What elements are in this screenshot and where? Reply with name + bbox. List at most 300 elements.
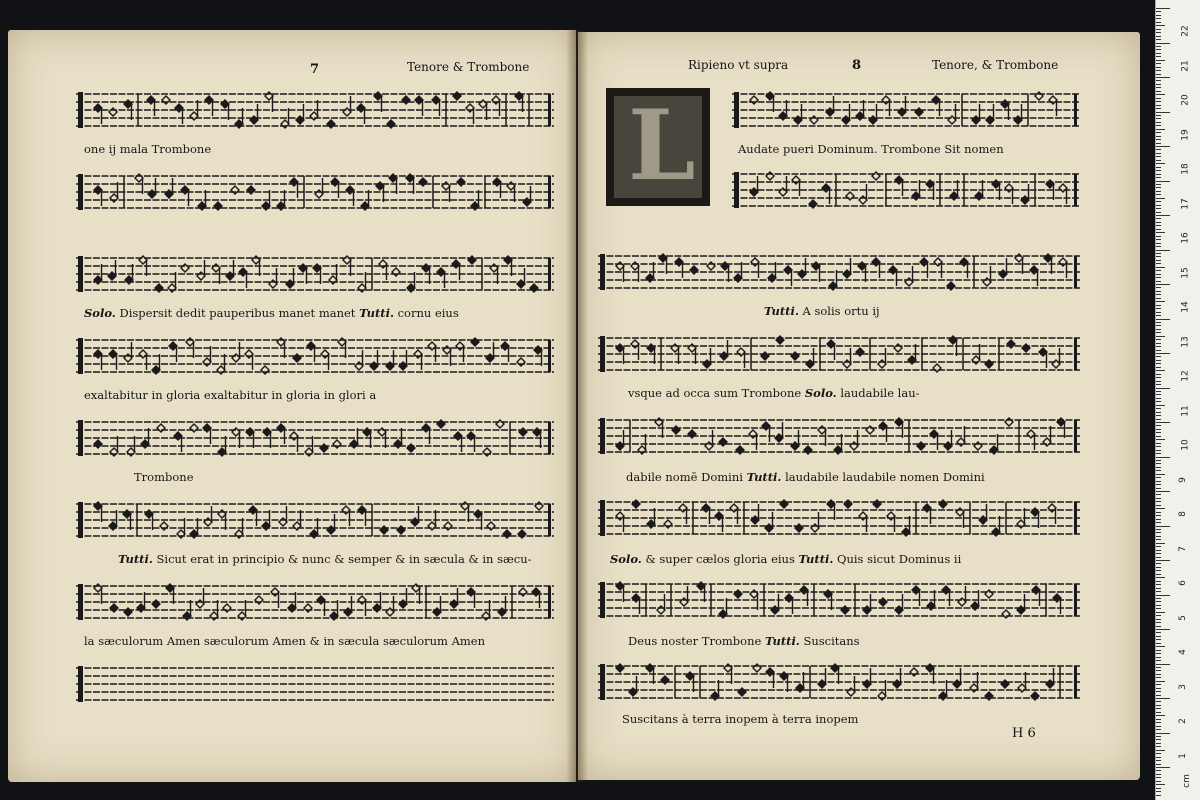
ruler-tick xyxy=(1156,332,1161,333)
ruler-tick xyxy=(1156,360,1161,361)
ruler-tick xyxy=(1156,405,1165,406)
book-gutter xyxy=(566,30,588,782)
ruler-tick xyxy=(1156,667,1161,668)
ruler-tick xyxy=(1156,463,1161,464)
ruler-tick xyxy=(1156,43,1170,44)
ruler-tick xyxy=(1156,391,1161,392)
lyric-line: Trombone xyxy=(134,470,194,484)
ruler-tick xyxy=(1156,494,1161,495)
ruler-tick xyxy=(1156,246,1161,247)
ruler-tick xyxy=(1156,108,1161,109)
ruler-label: 22 xyxy=(1180,25,1191,37)
ruler-tick xyxy=(1156,660,1161,661)
ruler-tick xyxy=(1156,446,1161,447)
music-staff xyxy=(76,498,554,542)
ruler-tick xyxy=(1156,53,1161,54)
ruler-tick xyxy=(1156,432,1161,433)
ruler-tick xyxy=(1156,601,1161,602)
ruler-tick xyxy=(1156,701,1161,702)
ruler-tick xyxy=(1156,215,1170,216)
note-head xyxy=(315,190,323,198)
ruler-tick xyxy=(1156,319,1170,320)
note-head xyxy=(387,120,395,128)
ruler-tick xyxy=(1156,546,1161,547)
ruler-tick xyxy=(1156,167,1161,168)
ruler-tick xyxy=(1156,653,1161,654)
ruler-tick xyxy=(1156,477,1161,478)
ruler-tick xyxy=(1156,94,1165,95)
ruler-label: 21 xyxy=(1180,59,1191,72)
ruler-tick xyxy=(1156,163,1165,164)
note-head xyxy=(810,116,818,124)
note-head xyxy=(856,112,864,120)
ruler-tick xyxy=(1156,622,1161,623)
ruler-tick xyxy=(1156,715,1165,716)
note-head xyxy=(214,202,222,210)
ruler-tick xyxy=(1156,105,1161,106)
ruler-tick xyxy=(1156,536,1161,537)
initial-letter: L xyxy=(628,89,696,202)
ruler-tick xyxy=(1156,508,1165,509)
ruler-tick xyxy=(1156,208,1161,209)
ruler-tick xyxy=(1156,419,1161,420)
ruler-tick xyxy=(1156,243,1161,244)
ruler-tick xyxy=(1156,515,1161,516)
music-staff xyxy=(598,250,1080,294)
lyric-line: Deus noster Trombone Tutti. Suscitans xyxy=(628,634,860,648)
note-head xyxy=(250,116,258,124)
lyric-line: Tutti. Sicut erat in principio & nunc & semper & in sæcula & in sæcu- xyxy=(118,552,532,566)
lyric-line: dabile nomē Domini Tutti. laudabile laudabile nomen Domini xyxy=(626,470,985,484)
ruler-tick xyxy=(1156,225,1161,226)
left-page-title: Tenore & Trombone xyxy=(407,60,530,74)
ruler-tick xyxy=(1156,229,1161,230)
ruler-tick xyxy=(1156,367,1161,368)
ruler-tick xyxy=(1156,184,1161,185)
ruler-tick xyxy=(1156,353,1170,354)
note-head xyxy=(766,92,774,100)
note-head xyxy=(932,96,940,104)
note-head xyxy=(846,192,854,200)
ruler-tick xyxy=(1156,784,1165,785)
note-head xyxy=(265,92,273,100)
ruler-tick xyxy=(1156,222,1161,223)
ruler-tick xyxy=(1156,287,1161,288)
ruler-tick xyxy=(1156,584,1161,585)
lyric-line: vsque ad occa sum Trombone Solo. laudabile lau- xyxy=(628,386,920,400)
ruler-tick xyxy=(1156,343,1161,344)
ruler-tick xyxy=(1156,512,1161,513)
note-head xyxy=(895,176,903,184)
ruler-tick xyxy=(1156,791,1161,792)
ruler-tick xyxy=(1156,577,1165,578)
ruler-label: 2 xyxy=(1177,718,1188,724)
ruler-tick xyxy=(1156,522,1161,523)
ruler-label: 15 xyxy=(1180,266,1191,279)
ruler-tick xyxy=(1156,733,1170,734)
right-page-title-right: Tenore, & Trombone xyxy=(932,58,1059,72)
ruler-tick xyxy=(1156,722,1161,723)
ruler-tick xyxy=(1156,650,1161,651)
ruler-tick xyxy=(1156,750,1165,751)
ruler-tick xyxy=(1156,39,1161,40)
ruler-label: 12 xyxy=(1180,370,1191,382)
ruler-tick xyxy=(1156,143,1161,144)
music-staff xyxy=(76,170,554,214)
ruler-tick xyxy=(1156,256,1161,257)
ruler-tick xyxy=(1156,181,1170,182)
ruler-tick xyxy=(1156,557,1161,558)
lyric-line: Tutti. A solis ortu ij xyxy=(764,304,880,318)
ruler-tick xyxy=(1156,422,1170,423)
ruler-tick xyxy=(1156,174,1161,175)
ruler-tick xyxy=(1156,8,1170,9)
ruler-tick xyxy=(1156,15,1161,16)
ruler-tick xyxy=(1156,674,1161,675)
ruler-tick xyxy=(1156,612,1165,613)
ruler-tick xyxy=(1156,705,1161,706)
ruler-tick xyxy=(1156,726,1161,727)
music-staff-empty xyxy=(76,662,554,706)
note-head xyxy=(792,176,800,184)
ruler-tick xyxy=(1156,708,1161,709)
ruler-tick xyxy=(1156,177,1161,178)
ruler-tick xyxy=(1156,32,1161,33)
note-head xyxy=(162,96,170,104)
ruler-tick xyxy=(1156,394,1161,395)
ruler-tick xyxy=(1156,74,1161,75)
ruler-tick xyxy=(1156,677,1161,678)
lyric-line: Suscitans à terra inopem à terra inopem xyxy=(622,712,859,726)
ruler-tick xyxy=(1156,63,1161,64)
ruler-tick xyxy=(1156,312,1161,313)
ruler-tick xyxy=(1156,267,1165,268)
ruler-tick xyxy=(1156,277,1161,278)
ruler-tick xyxy=(1156,767,1170,768)
note-head xyxy=(898,108,906,116)
music-staff xyxy=(598,660,1080,704)
ruler-label: 20 xyxy=(1180,94,1191,106)
ruler-tick xyxy=(1156,325,1161,326)
ruler-tick xyxy=(1156,615,1161,616)
ruler-tick xyxy=(1156,153,1161,154)
ruler-tick xyxy=(1156,118,1161,119)
ruler-tick xyxy=(1156,408,1161,409)
ruler-tick xyxy=(1156,122,1161,123)
ruler-tick xyxy=(1156,788,1161,789)
ruler-tick xyxy=(1156,29,1161,30)
lyric-line: Audate pueri Dominum. Trombone Sit nomen xyxy=(738,142,1004,156)
ruler-tick xyxy=(1156,639,1161,640)
ruler-tick xyxy=(1156,643,1161,644)
ruler-tick xyxy=(1156,149,1161,150)
ruler-tick xyxy=(1156,598,1161,599)
ruler-label: 17 xyxy=(1180,197,1191,210)
note-head xyxy=(948,116,956,124)
ruler-label: 4 xyxy=(1177,649,1188,655)
ruler-tick xyxy=(1156,681,1165,682)
ruler-tick xyxy=(1156,781,1161,782)
lyric-line: exaltabitur in gloria exaltabitur in gloria in glori a xyxy=(84,388,377,402)
ruler-tick xyxy=(1156,49,1161,50)
ruler-tick xyxy=(1156,301,1165,302)
music-staff xyxy=(732,88,1080,132)
ruler-tick xyxy=(1156,412,1161,413)
ruler-label: 8 xyxy=(1177,511,1188,517)
ruler-tick xyxy=(1156,87,1161,88)
ruler-tick xyxy=(1156,626,1161,627)
note-head xyxy=(750,188,758,196)
music-staff xyxy=(76,88,554,132)
ruler-tick xyxy=(1156,22,1161,23)
ruler-tick xyxy=(1156,729,1161,730)
ruler-tick xyxy=(1156,553,1161,554)
ruler-tick xyxy=(1156,356,1161,357)
music-staff xyxy=(76,416,554,460)
ruler-tick xyxy=(1156,253,1161,254)
ruler-tick xyxy=(1156,470,1161,471)
ruler-label: 13 xyxy=(1180,335,1191,348)
ruler-tick xyxy=(1156,187,1161,188)
ruler-tick xyxy=(1156,795,1161,796)
ruler-label: 3 xyxy=(1177,683,1188,690)
ruler-tick xyxy=(1156,336,1165,337)
ruler-tick xyxy=(1156,388,1170,389)
ruler-tick xyxy=(1156,25,1165,26)
note-head xyxy=(869,116,877,124)
ruler-tick xyxy=(1156,467,1161,468)
ruler-tick xyxy=(1156,77,1170,78)
ruler-tick xyxy=(1156,274,1161,275)
ruler-tick xyxy=(1156,91,1161,92)
ruler-tick xyxy=(1156,67,1161,68)
right-page-title-left: Ripieno vt supra xyxy=(688,58,789,72)
ruler-tick xyxy=(1156,743,1161,744)
note-head xyxy=(290,178,298,186)
ruler-tick xyxy=(1156,384,1161,385)
ruler-tick xyxy=(1156,315,1161,316)
ruler-tick xyxy=(1156,605,1161,606)
ruler-tick xyxy=(1156,777,1161,778)
measurement-ruler xyxy=(1155,0,1200,800)
ruler-tick xyxy=(1156,764,1161,765)
note-head xyxy=(750,96,758,104)
ruler-tick xyxy=(1156,529,1161,530)
note-head xyxy=(950,192,958,200)
ruler-tick xyxy=(1156,139,1161,140)
ruler-tick xyxy=(1156,491,1170,492)
ruler-tick xyxy=(1156,481,1161,482)
note-head xyxy=(779,188,787,196)
ruler-tick xyxy=(1156,125,1161,126)
ruler-tick xyxy=(1156,401,1161,402)
note-head xyxy=(975,192,983,200)
ruler-tick xyxy=(1156,260,1161,261)
note-head xyxy=(842,116,850,124)
ruler-tick xyxy=(1156,664,1170,665)
note-head xyxy=(247,186,255,194)
ruler-tick xyxy=(1156,550,1161,551)
ruler-label: 9 xyxy=(1177,476,1188,483)
ruler-tick xyxy=(1156,60,1165,61)
ruler-tick xyxy=(1156,191,1161,192)
note-head xyxy=(453,92,461,100)
ruler-tick xyxy=(1156,443,1161,444)
ruler-tick xyxy=(1156,284,1170,285)
ruler-tick xyxy=(1156,591,1161,592)
ruler-tick xyxy=(1156,239,1161,240)
ruler-tick xyxy=(1156,370,1165,371)
note-head xyxy=(822,184,830,192)
ruler-tick xyxy=(1156,570,1161,571)
ruler-tick xyxy=(1156,657,1161,658)
ruler-tick xyxy=(1156,632,1161,633)
ruler-tick xyxy=(1156,757,1161,758)
music-staff xyxy=(76,252,554,296)
note-head xyxy=(912,192,920,200)
ruler-tick xyxy=(1156,70,1161,71)
ruler-tick xyxy=(1156,581,1161,582)
ruler-tick xyxy=(1156,474,1165,475)
ruler-tick xyxy=(1156,346,1161,347)
ruler-label: 11 xyxy=(1180,404,1191,417)
ruler-tick xyxy=(1156,374,1161,375)
ruler-tick xyxy=(1156,453,1161,454)
ruler-tick xyxy=(1156,774,1161,775)
note-head xyxy=(779,112,787,120)
ruler-tick xyxy=(1156,56,1161,57)
ruler-tick xyxy=(1156,205,1161,206)
ruler-tick xyxy=(1156,567,1161,568)
ruler-tick xyxy=(1156,291,1161,292)
ruler-tick xyxy=(1156,760,1161,761)
ruler-tick xyxy=(1156,350,1161,351)
ruler-tick xyxy=(1156,132,1161,133)
note-head xyxy=(809,200,817,208)
ruler-tick xyxy=(1156,170,1161,171)
ruler-tick xyxy=(1156,115,1161,116)
ruler-tick xyxy=(1156,156,1161,157)
note-head xyxy=(915,108,923,116)
ruler-tick xyxy=(1156,218,1161,219)
ruler-tick xyxy=(1156,18,1161,19)
ruler-tick xyxy=(1156,101,1161,102)
ruler-tick xyxy=(1156,770,1161,771)
ruler-tick xyxy=(1156,160,1161,161)
ruler-tick xyxy=(1156,263,1161,264)
lyric-line: Solo. Dispersit dedit pauperibus manet manet Tutti. cornu eius xyxy=(84,306,459,320)
ruler-tick xyxy=(1156,691,1161,692)
ruler-tick xyxy=(1156,329,1161,330)
ruler-tick xyxy=(1156,84,1161,85)
note-head xyxy=(281,120,289,128)
music-staff xyxy=(732,168,1080,212)
ruler-label: 19 xyxy=(1180,128,1191,141)
note-head xyxy=(859,196,867,204)
ruler-tick xyxy=(1156,398,1161,399)
ruler-tick xyxy=(1156,519,1161,520)
ruler-tick xyxy=(1156,377,1161,378)
note-head xyxy=(402,96,410,104)
ruler-label: 14 xyxy=(1180,301,1191,313)
ruler-tick xyxy=(1156,543,1165,544)
ruler-tick xyxy=(1156,560,1170,561)
ruler-tick xyxy=(1156,439,1165,440)
ruler-tick xyxy=(1156,201,1161,202)
ruler-tick xyxy=(1156,698,1170,699)
ruler-tick xyxy=(1156,539,1161,540)
ruler-tick xyxy=(1156,232,1165,233)
ruler-tick xyxy=(1156,629,1170,630)
ruler-tick xyxy=(1156,532,1161,533)
ruler-tick xyxy=(1156,636,1161,637)
ruler-tick xyxy=(1156,736,1161,737)
ruler-tick xyxy=(1156,436,1161,437)
note-head xyxy=(231,186,239,194)
ruler-tick xyxy=(1156,460,1161,461)
ruler-tick xyxy=(1156,457,1170,458)
note-head xyxy=(327,120,335,128)
ruler-label: 5 xyxy=(1177,614,1188,621)
ruler-label: 7 xyxy=(1177,545,1188,552)
ruler-tick xyxy=(1156,212,1161,213)
ruler-tick xyxy=(1156,194,1161,195)
ruler-tick xyxy=(1156,505,1161,506)
ruler-tick xyxy=(1156,298,1161,299)
ruler-tick xyxy=(1156,429,1161,430)
ruler-unit: cm xyxy=(1181,774,1192,788)
ruler-tick xyxy=(1156,11,1161,12)
ruler-tick xyxy=(1156,526,1170,527)
ruler-tick xyxy=(1156,739,1161,740)
music-staff xyxy=(76,580,554,624)
note-head xyxy=(972,116,980,124)
ruler-tick xyxy=(1156,484,1161,485)
ruler-tick xyxy=(1156,46,1161,47)
note-head xyxy=(310,112,318,120)
ruler-tick xyxy=(1156,80,1161,81)
ruler-tick xyxy=(1156,425,1161,426)
ruler-label: 18 xyxy=(1180,163,1191,175)
music-staff xyxy=(598,496,1080,540)
ruler-tick xyxy=(1156,684,1161,685)
ruler-tick xyxy=(1156,36,1161,37)
note-head xyxy=(109,108,117,116)
ruler-tick xyxy=(1156,688,1161,689)
note-head xyxy=(659,254,667,262)
ruler-tick xyxy=(1156,381,1161,382)
ruler-label: 6 xyxy=(1177,580,1188,586)
ruler-label: 16 xyxy=(1180,232,1191,244)
ruler-tick xyxy=(1156,574,1161,575)
note-head xyxy=(1035,92,1043,100)
note-head xyxy=(296,116,304,124)
note-head xyxy=(457,178,465,186)
ruler-tick xyxy=(1156,498,1161,499)
ruler-tick xyxy=(1156,294,1161,295)
ruler-tick xyxy=(1156,450,1161,451)
ruler-tick xyxy=(1156,670,1161,671)
ruler-label: 1 xyxy=(1177,752,1188,759)
ruler-tick xyxy=(1156,619,1161,620)
ruler-tick xyxy=(1156,753,1161,754)
ruler-tick xyxy=(1156,112,1170,113)
ruler-tick xyxy=(1156,98,1161,99)
ruler-tick xyxy=(1156,136,1161,137)
note-head xyxy=(766,172,774,180)
ruler-tick xyxy=(1156,646,1165,647)
ruler-tick xyxy=(1156,415,1161,416)
